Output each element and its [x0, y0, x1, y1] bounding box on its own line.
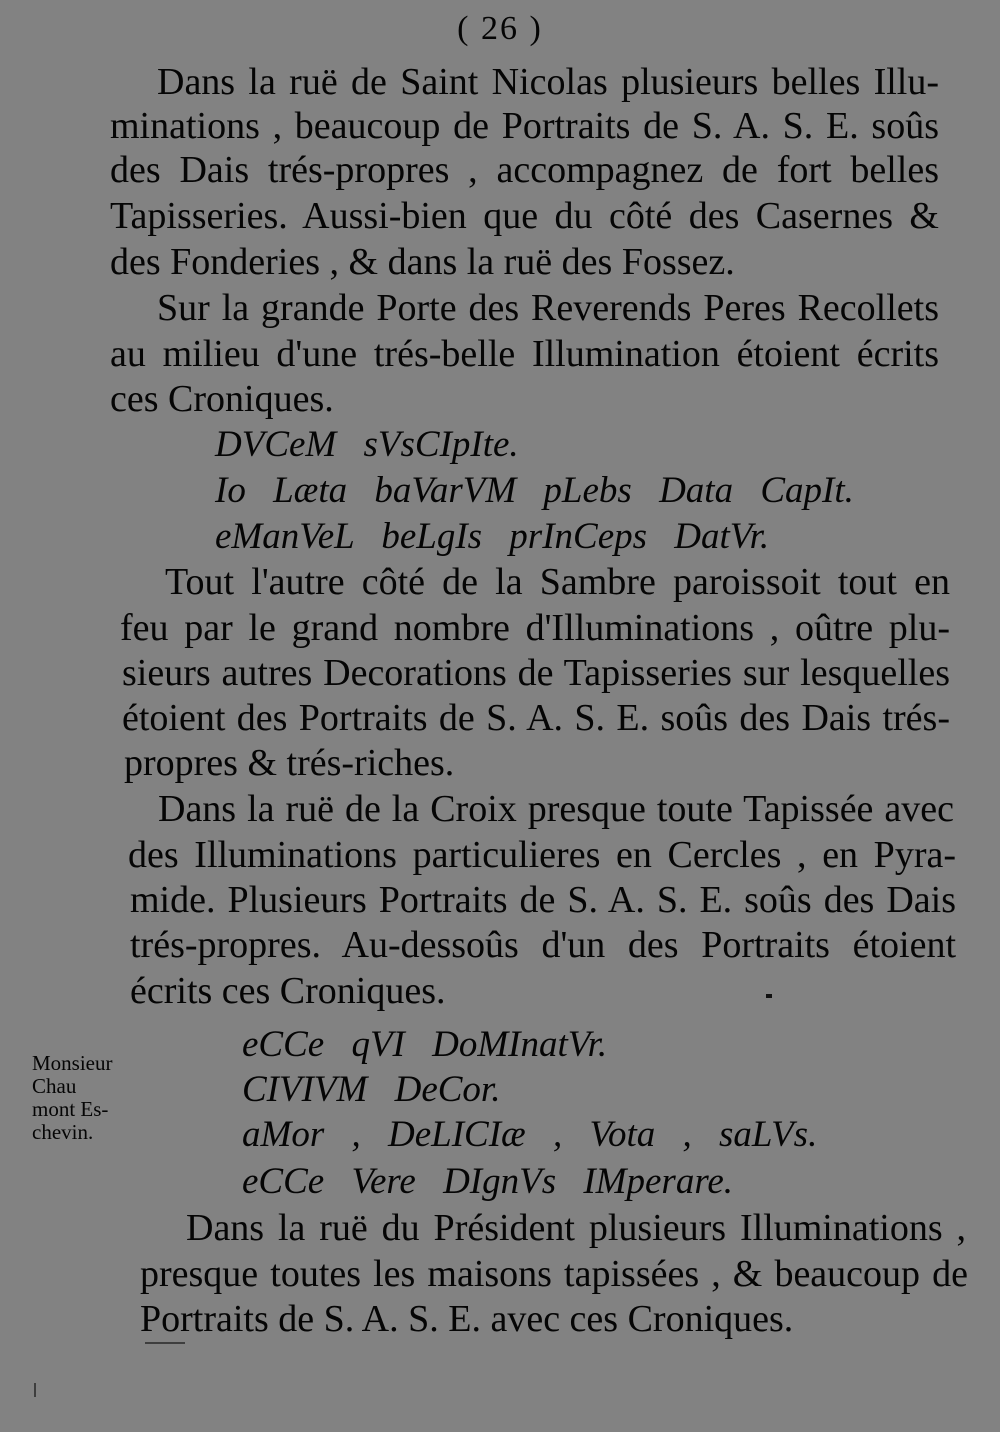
- chronogram-line: DVCeM sVsCIpIte.: [215, 424, 519, 465]
- chronogram-line: CIVIVM DeCor.: [242, 1069, 501, 1110]
- text-line: ces Croniques.: [110, 378, 334, 420]
- text-line: sieurs autres Decorations de Tapisseries sur lesquelles: [122, 652, 950, 694]
- margin-note-line: chevin.: [32, 1120, 94, 1144]
- text-line: des Dais trés-propres , accompagnez de fort belles: [110, 149, 939, 191]
- text-line: des Illuminations particulieres en Cercles , en Pyra-: [128, 834, 956, 876]
- text-line: Portraits de S. A. S. E. avec ces Croniques.: [140, 1298, 794, 1340]
- text-line: Tapisseries. Aussi-bien que du côté des Casernes &: [110, 195, 939, 237]
- page-number: ( 26 ): [457, 10, 543, 47]
- text-line: feu par le grand nombre d'Illuminations , oûtre plu-: [120, 607, 950, 649]
- ink-speck: [34, 1383, 36, 1397]
- chronogram-line: aMor , DeLICIæ , Vota , saLVs.: [242, 1114, 818, 1155]
- text-line: Dans la ruë du Président plusieurs Illuminations ,: [186, 1207, 966, 1249]
- text-line: minations , beaucoup de Portraits de S. A. S. E. soûs: [110, 105, 939, 147]
- text-line: Tout l'autre côté de la Sambre paroissoit tout en: [165, 561, 950, 603]
- ink-speck: [766, 994, 772, 998]
- ink-speck: [145, 1342, 185, 1344]
- chronogram-line: eCCe qVI DoMInatVr.: [242, 1024, 608, 1065]
- chronogram-line: eCCe Vere DIgnVs IMperare.: [242, 1161, 734, 1202]
- text-line: étoient des Portraits de S. A. S. E. soûs des Dais trés-: [122, 697, 950, 739]
- text-line: écrits ces Croniques.: [130, 970, 446, 1012]
- margin-note-line: Monsieur: [32, 1051, 113, 1075]
- text-line: mide. Plusieurs Portraits de S. A. S. E. soûs des Dais: [130, 879, 956, 921]
- text-line: Dans la ruë de la Croix presque toute Tapissée avec: [158, 788, 954, 830]
- text-line: propres & trés-riches.: [124, 742, 455, 784]
- text-line: trés-propres. Au-dessoûs d'un des Portraits étoient: [130, 924, 956, 966]
- text-line: Sur la grande Porte des Reverends Peres Recollets: [157, 287, 939, 329]
- chronogram-line: Io Læta baVarVM pLebs Data CapIt.: [215, 470, 854, 511]
- margin-note-line: mont Es-: [32, 1097, 109, 1121]
- chronogram-line: eManVeL beLgIs prInCeps DatVr.: [215, 516, 770, 557]
- text-line: Dans la ruë de Saint Nicolas plusieurs belles Illu-: [157, 61, 939, 103]
- text-line: au milieu d'une trés-belle Illumination étoient écrits: [110, 333, 939, 375]
- text-line: presque toutes les maisons tapissées , & beaucoup de: [140, 1253, 968, 1295]
- margin-note: [32, 1052, 142, 1144]
- margin-note-line: Chau: [32, 1074, 77, 1098]
- text-line: des Fonderies , & dans la ruë des Fossez.: [110, 241, 735, 283]
